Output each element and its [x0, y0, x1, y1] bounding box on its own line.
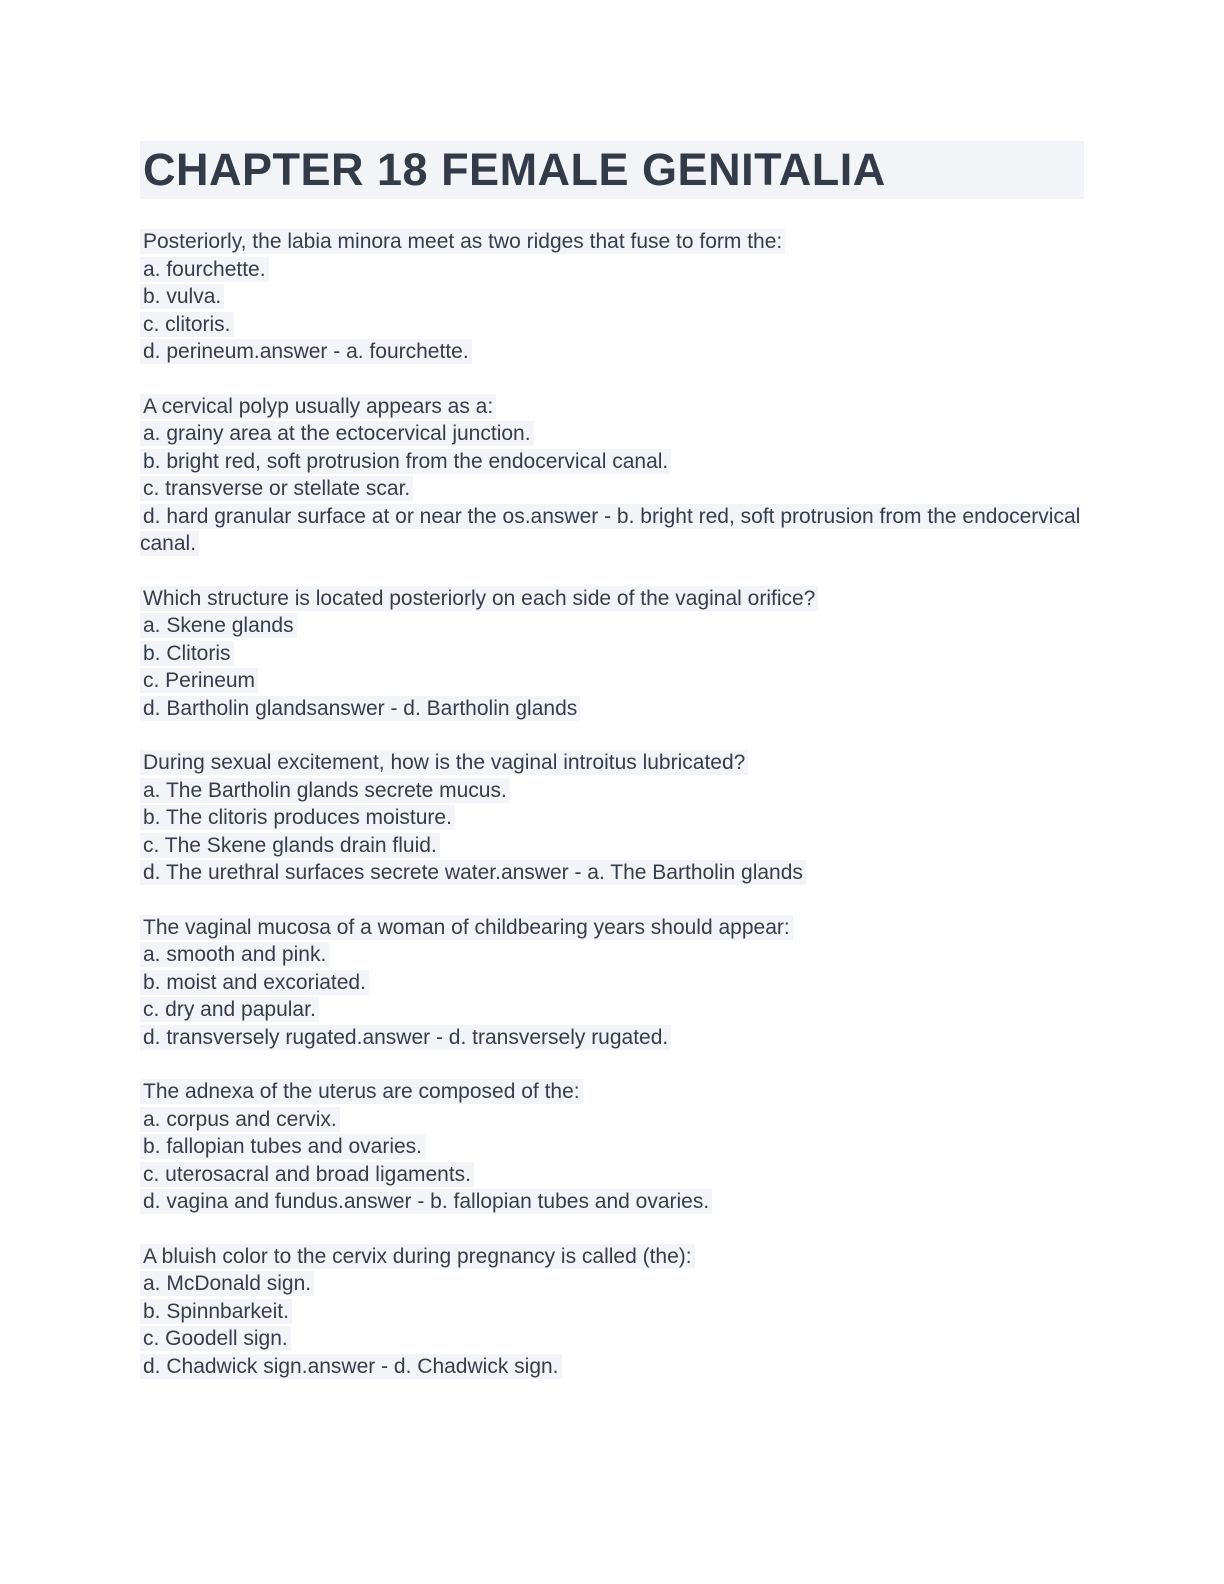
- question-block: [140, 914, 1084, 1052]
- question-line: [140, 777, 1084, 805]
- highlighted-text: a. McDonald sign.: [140, 1271, 314, 1296]
- highlighted-text: Posteriorly, the labia minora meet as two ridges that fuse to form the:: [140, 229, 785, 254]
- question-line: [140, 1270, 1084, 1298]
- highlighted-text: d. Bartholin glandsanswer - d. Bartholin glands: [140, 696, 580, 721]
- highlighted-text: a. corpus and cervix.: [140, 1107, 340, 1132]
- question-line: [140, 1325, 1084, 1353]
- highlighted-text: a. The Bartholin glands secrete mucus.: [140, 778, 510, 803]
- highlighted-text: d. vagina and fundus.answer - b. fallopian tubes and ovaries.: [140, 1189, 712, 1214]
- question-line: [140, 1024, 1084, 1052]
- question-line: [140, 996, 1084, 1024]
- question-line: [140, 228, 1084, 256]
- question-line: [140, 612, 1084, 640]
- highlighted-text: a. fourchette.: [140, 257, 269, 282]
- highlighted-text: The adnexa of the uterus are composed of the:: [140, 1079, 583, 1104]
- highlighted-text: a. Skene glands: [140, 613, 297, 638]
- highlighted-text: d. Chadwick sign.answer - d. Chadwick sign.: [140, 1354, 562, 1379]
- question-line: [140, 749, 1084, 777]
- question-block: [140, 1078, 1084, 1216]
- highlighted-text: b. vulva.: [140, 284, 224, 309]
- document-title-block: [140, 141, 1084, 199]
- highlighted-text: Which structure is located posteriorly on each side of the vaginal orifice?: [140, 586, 818, 611]
- question-line: [140, 1243, 1084, 1271]
- question-line: [140, 338, 1084, 366]
- highlighted-text: d. hard granular surface at or near the os.answer - b. bright red, soft protrusion from the endocervical canal.: [140, 504, 1081, 555]
- highlighted-text: A cervical polyp usually appears as a:: [140, 394, 496, 419]
- question-line: [140, 1298, 1084, 1326]
- highlighted-text: b. Spinnbarkeit.: [140, 1299, 292, 1324]
- highlighted-text: c. Perineum: [140, 668, 258, 693]
- question-line: [140, 1353, 1084, 1381]
- question-line: [140, 1161, 1084, 1189]
- highlighted-text: c. uterosacral and broad ligaments.: [140, 1162, 474, 1187]
- question-block: [140, 1243, 1084, 1381]
- highlighted-text: a. grainy area at the ectocervical junction.: [140, 421, 534, 446]
- question-line: [140, 283, 1084, 311]
- question-line: [140, 256, 1084, 284]
- question-line: [140, 585, 1084, 613]
- highlighted-text: c. clitoris.: [140, 312, 234, 337]
- highlighted-text: b. fallopian tubes and ovaries.: [140, 1134, 425, 1159]
- question-line: [140, 420, 1084, 448]
- highlighted-text: d. transversely rugated.answer - d. transversely rugated.: [140, 1025, 671, 1050]
- question-line: [140, 393, 1084, 421]
- highlighted-text: c. dry and papular.: [140, 997, 319, 1022]
- highlighted-text: d. perineum.answer - a. fourchette.: [140, 339, 472, 364]
- question-block: [140, 393, 1084, 558]
- question-line: [140, 1078, 1084, 1106]
- highlighted-text: During sexual excitement, how is the vaginal introitus lubricated?: [140, 750, 748, 775]
- page-title: CHAPTER 18 FEMALE GENITALIA: [143, 144, 886, 195]
- question-line: [140, 859, 1084, 887]
- highlighted-text: c. Goodell sign.: [140, 1326, 291, 1351]
- question-line: [140, 941, 1084, 969]
- question-line: [140, 503, 1084, 558]
- question-line: [140, 475, 1084, 503]
- highlighted-text: c. The Skene glands drain fluid.: [140, 833, 440, 858]
- question-line: [140, 914, 1084, 942]
- highlighted-text: b. Clitoris: [140, 641, 234, 666]
- highlighted-text: b. moist and excoriated.: [140, 970, 369, 995]
- document-body: [140, 228, 1084, 1380]
- highlighted-text: a. smooth and pink.: [140, 942, 329, 967]
- question-line: [140, 667, 1084, 695]
- question-line: [140, 695, 1084, 723]
- question-line: [140, 832, 1084, 860]
- question-block: [140, 228, 1084, 366]
- question-line: [140, 1106, 1084, 1134]
- question-line: [140, 1133, 1084, 1161]
- highlighted-text: b. bright red, soft protrusion from the endocervical canal.: [140, 449, 671, 474]
- highlighted-text: A bluish color to the cervix during pregnancy is called (the):: [140, 1244, 695, 1269]
- question-line: [140, 311, 1084, 339]
- question-line: [140, 969, 1084, 997]
- question-line: [140, 804, 1084, 832]
- highlighted-text: d. The urethral surfaces secrete water.answer - a. The Bartholin glands: [140, 860, 806, 885]
- highlighted-text: b. The clitoris produces moisture.: [140, 805, 455, 830]
- question-block: [140, 585, 1084, 723]
- question-line: [140, 1188, 1084, 1216]
- highlighted-text: The vaginal mucosa of a woman of childbearing years should appear:: [140, 915, 793, 940]
- question-line: [140, 448, 1084, 476]
- highlighted-text: c. transverse or stellate scar.: [140, 476, 413, 501]
- question-line: [140, 640, 1084, 668]
- question-block: [140, 749, 1084, 887]
